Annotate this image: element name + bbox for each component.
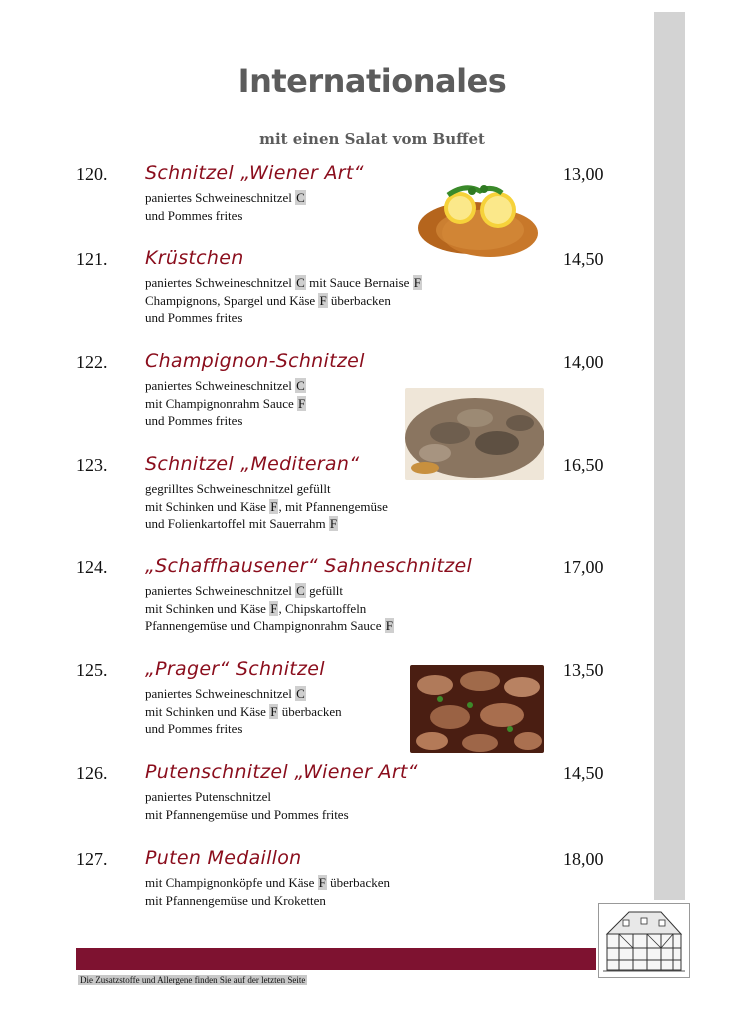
allergen-code: F — [270, 600, 278, 616]
item-description — [145, 189, 306, 224]
allergen-code: C — [296, 190, 305, 205]
description-text: paniertes Schweineschnitzel — [145, 378, 296, 393]
description-text: paniertes Schweineschnitzel — [145, 583, 296, 598]
item-price: 14,50 — [563, 249, 604, 269]
item-number: 127. — [76, 849, 108, 869]
page-subtitle: mit einen Salat vom Buffet — [259, 130, 485, 148]
allergen-code: F — [270, 703, 278, 719]
description-text: mit Schinken und Käse — [145, 600, 270, 616]
allergen-code: F — [413, 275, 421, 290]
description-text: mit Champignonrahm Sauce — [145, 395, 298, 411]
allergen-code: F — [329, 516, 338, 531]
description-text: überbacken — [327, 292, 391, 308]
item-name: Putenschnitzel „Wiener Art“ — [145, 761, 418, 783]
prager-schnitzel-photo — [410, 665, 544, 753]
item-description — [145, 480, 388, 533]
description-text: paniertes Schweineschnitzel — [145, 686, 296, 701]
house-logo — [598, 903, 690, 978]
description-line — [145, 685, 342, 703]
item-name: „Prager“ Schnitzel — [145, 658, 325, 680]
item-price: 16,50 — [563, 455, 604, 475]
allergen-code: C — [296, 686, 305, 701]
description-line — [145, 189, 306, 207]
description-line — [145, 515, 388, 533]
item-description — [145, 788, 349, 823]
description-line — [145, 207, 306, 225]
schnitzel-photo — [410, 173, 544, 263]
allergen-code: F — [298, 395, 306, 411]
description-text: mit Champignonköpfe und Käse — [145, 875, 318, 890]
item-price: 18,00 — [563, 849, 604, 869]
description-line — [145, 788, 349, 806]
description-text: und Pommes frites — [145, 413, 243, 428]
allergen-code: F — [385, 618, 393, 633]
description-line — [145, 806, 349, 824]
description-text: mit Pfannengemüse und Pommes frites — [145, 806, 349, 822]
item-number: 120. — [76, 164, 108, 184]
description-text: paniertes Schweineschnitzel — [145, 275, 296, 290]
description-line — [145, 703, 342, 721]
description-line — [145, 274, 422, 292]
description-line — [145, 292, 422, 310]
allergen-code: C — [296, 583, 305, 598]
description-line — [145, 377, 306, 395]
item-description — [145, 874, 390, 909]
item-name: Champignon-Schnitzel — [145, 350, 365, 372]
description-line — [145, 582, 394, 600]
description-line — [145, 309, 422, 327]
description-text: mit Schinken und Käse — [145, 703, 270, 719]
item-description — [145, 685, 342, 738]
description-text: und Pommes frites — [145, 310, 243, 325]
description-line — [145, 617, 394, 635]
description-text: mit Pfannengemüse und Kroketten — [145, 892, 326, 908]
item-number: 126. — [76, 763, 108, 783]
description-line — [145, 600, 394, 618]
description-text: mit Schinken und Käse — [145, 498, 270, 514]
item-number: 125. — [76, 660, 108, 680]
description-text: mit Sauce Bernaise — [305, 275, 413, 290]
allergen-code: F — [270, 498, 278, 514]
description-text: und Pommes frites — [145, 721, 243, 736]
description-line — [145, 720, 342, 738]
description-text: gefüllt — [305, 583, 344, 598]
description-text: , mit Pfannengemüse — [278, 498, 388, 514]
item-price: 17,00 — [563, 557, 604, 577]
description-line — [145, 412, 306, 430]
item-price: 14,00 — [563, 352, 604, 372]
item-number: 124. — [76, 557, 108, 577]
page-title: Internationales — [237, 62, 507, 100]
item-name: „Schaffhausener“ Sahneschnitzel — [145, 555, 473, 577]
item-name: Krüstchen — [145, 247, 244, 269]
description-text: und Folienkartoffel mit Sauerrahm — [145, 516, 329, 531]
description-line — [145, 874, 390, 892]
description-line — [145, 498, 388, 516]
item-price: 13,00 — [563, 164, 604, 184]
item-name: Schnitzel „Mediteran“ — [145, 453, 360, 475]
item-description — [145, 582, 394, 635]
description-text: paniertes Putenschnitzel — [145, 789, 271, 804]
description-line — [145, 395, 306, 413]
item-description — [145, 274, 422, 327]
description-text: , Chipskartoffeln — [278, 600, 367, 616]
description-line — [145, 892, 390, 910]
description-text: und Pommes frites — [145, 207, 243, 223]
description-text: überbacken — [326, 875, 390, 890]
allergen-note: Die Zusatzstoffe und Allergene finden Sie auf der letzten Seite — [80, 975, 306, 985]
item-number: 122. — [76, 352, 108, 372]
description-text: gegrilltes Schweineschnitzel gefüllt — [145, 481, 331, 496]
item-number: 121. — [76, 249, 108, 269]
description-text: Pfannengemüse und Champignonrahm Sauce — [145, 618, 385, 633]
allergen-code: F — [319, 292, 327, 308]
description-text: paniertes Schweineschnitzel — [145, 190, 296, 205]
item-number: 123. — [76, 455, 108, 475]
item-name: Puten Medaillon — [145, 847, 302, 869]
item-price: 14,50 — [563, 763, 604, 783]
description-line — [145, 480, 388, 498]
item-description — [145, 377, 306, 430]
allergen-code: C — [296, 378, 305, 393]
item-price: 13,50 — [563, 660, 604, 680]
description-text: Champignons, Spargel und Käse — [145, 292, 319, 308]
allergen-code: C — [296, 275, 305, 290]
allergen-code: F — [318, 875, 326, 890]
champignon-schnitzel-photo — [405, 388, 544, 480]
item-name: Schnitzel „Wiener Art“ — [145, 162, 364, 184]
description-text: überbacken — [278, 703, 342, 719]
footer-bar — [76, 948, 596, 970]
